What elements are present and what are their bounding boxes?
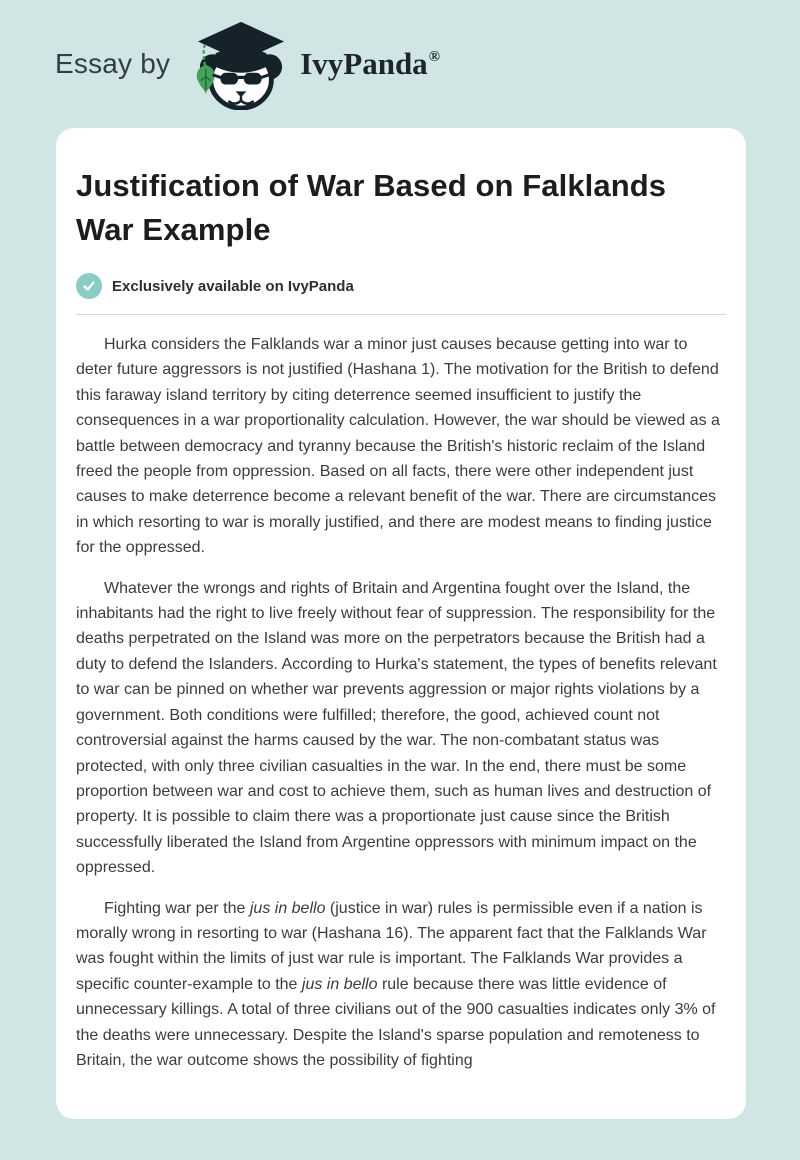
essay-paragraph: Whatever the wrongs and rights of Britain and Argentina fought over the Island, the inhabitants had the right to live freely without fear of suppression. The responsibility for the deaths perpetrated on the Island was more on the perpetrators because the British had a duty to defend the Islanders. According to Hurka's statement, the types of benefits relevant to war can be pinned on whether war prevents aggression or major rights violations by a government. Both conditions were fulfilled; therefore, the good, achieved count not controversial against the harms caused by the war. The non-combatant status was protected, with only three civilian casualties in the war. In the end, there must be some proportion between war and cost to achieve them, such as human lives and destruction of property. It is possible to claim there was a proportionate just cause since the British successfully liberated the Island from Argentine oppressors with minimum impact on the oppressed. <box>76 579 717 877</box>
ivypanda-logo-link[interactable] <box>192 18 290 110</box>
exclusive-badge <box>76 273 726 299</box>
registered-trademark: ® <box>428 48 440 65</box>
check-icon <box>76 273 102 299</box>
essay-paragraph: Fighting war per the jus in bello (justice in war) rules is permissible even if a nation is morally wrong in resorting to war (Hashana 16). The apparent fact that the Falklands War was fought within the limits of just war rule is important. The Falklands War provides a specific counter-example to the jus in bello rule because there was little evidence of unnecessary killings. A total of three civilians out of the 900 casualties indicates only 3% of the deaths were unnecessary. Despite the Island's sparse population and remoteness to Britain, the war outcome shows the possibility of fighting <box>76 899 716 1069</box>
divider <box>76 314 726 315</box>
essay-body <box>76 332 726 1073</box>
exclusive-badge-label: Exclusively available on IvyPanda <box>112 277 354 295</box>
essay-by-label: Essay by <box>55 48 171 79</box>
brand-name[interactable] <box>300 46 439 82</box>
panda-graduate-icon <box>192 18 290 110</box>
essay-card <box>56 128 746 1119</box>
brand-text: IvyPanda <box>300 46 428 81</box>
essay-paragraph: Hurka considers the Falklands war a minor just causes because getting into war to deter future aggressors is not justified (Hashana 1). The motivation for the British to defend this faraway island territory by citing deterrence seemed insufficient to justify the consequences in a war proportionality calculation. However, the war should be viewed as a battle between democracy and tyranny because the British's historic reclaim of the Island freed the people from oppression. Based on all facts, there were other independent just causes to make deterrence become a relevant benefit of the war. There are circumstances in which resorting to war is morally justified, and there are modest means to finding justice for the oppressed. <box>76 336 720 557</box>
essay-title: Justification of War Based on Falklands War Example <box>76 168 667 247</box>
page-header <box>0 0 800 128</box>
